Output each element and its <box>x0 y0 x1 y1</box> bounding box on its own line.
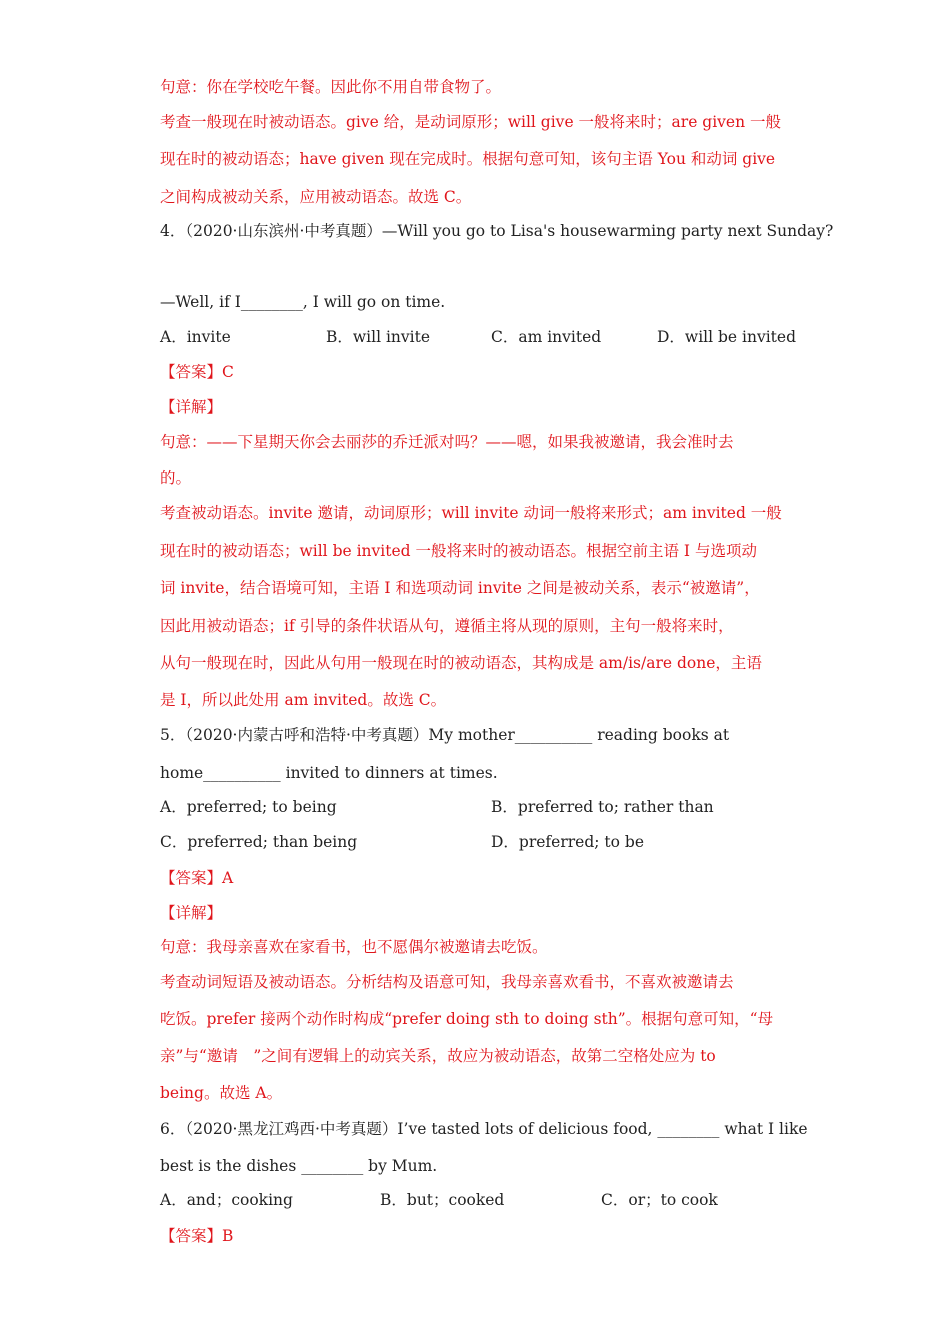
q4-detail-heading: 【详解】 <box>160 398 223 416</box>
q5-answer: 【答案】A <box>160 869 234 887</box>
q6-options <box>160 1189 800 1211</box>
q5-explanation-line: being。故选 A。 <box>160 1084 283 1102</box>
q4-reply: —Well, if I________, I will go on time. <box>160 293 446 311</box>
q3-explanation-line: 现在时的被动语态；have given 现在完成时。根据句意可知，该句主语 You 和动词 give <box>160 150 776 168</box>
q5-options-row-2 <box>160 831 800 853</box>
q4-explanation-line: 考查被动语态。invite 邀请，动词原形；will invite 动词一般将来形式；am invited 一般 <box>160 504 782 522</box>
q6-option-a: A．and；cooking <box>160 1191 293 1209</box>
q4-explanation-line: 现在时的被动语态；will be invited 一般将来时的被动语态。根据空前主语 I 与选项动 <box>160 542 757 560</box>
q6-option-b: B．but；cooked <box>380 1191 505 1209</box>
q4-answer: 【答案】C <box>160 363 234 381</box>
q6-answer: 【答案】B <box>160 1227 234 1245</box>
q5-options-row-1 <box>160 796 800 818</box>
q4-explanation-line: 因此用被动语态；if 引导的条件状语从句，遵循主将从现的原则，主句一般将来时， <box>160 617 734 635</box>
q5-option-c: C．preferred; than being <box>160 833 358 851</box>
q4-option-d: D．will be invited <box>657 328 796 346</box>
q4-explanation-line: 的。 <box>160 469 192 487</box>
q6-stem-continued: best is the dishes ________ by Mum. <box>160 1157 438 1175</box>
q3-explanation-meaning: 句意：你在学校吃午餐。因此你不用自带食物了。 <box>160 78 502 96</box>
q5-stem: 5．（2020·内蒙古呼和浩特·中考真题）My mother__________ reading books at <box>160 726 730 744</box>
q5-option-d: D．preferred; to be <box>491 833 644 851</box>
q5-detail-heading: 【详解】 <box>160 904 223 922</box>
q6-option-c: C．or；to cook <box>601 1191 718 1209</box>
q4-option-c: C．am invited <box>491 328 602 346</box>
q4-options <box>160 326 800 348</box>
q4-explanation-line: 句意：——下星期天你会去丽莎的乔迁派对吗？——嗯，如果我被邀请，我会准时去 <box>160 433 734 451</box>
q4-option-a: A．invite <box>160 328 231 346</box>
q5-explanation-line: 亲”与“邀请 ”之间有逻辑上的动宾关系，故应为被动语态，故第二空格处应为 to <box>160 1047 716 1065</box>
q5-option-b: B．preferred to; rather than <box>491 798 714 816</box>
q5-option-a: A．preferred; to being <box>160 798 337 816</box>
q4-stem: 4．（2020·山东滨州·中考真题）—Will you go to Lisa's housewarming party next Sunday? <box>160 222 834 240</box>
q4-explanation-line: 词 invite，结合语境可知，主语 I 和选项动词 invite 之间是被动关系，表示“被邀请”， <box>160 579 760 597</box>
q5-explanation-line: 句意：我母亲喜欢在家看书，也不愿偶尔被邀请去吃饭。 <box>160 938 548 956</box>
q4-explanation-line: 从句一般现在时，因此从句用一般现在时的被动语态，其构成是 am/is/are done，主语 <box>160 654 762 672</box>
q4-explanation-line: 是 I，所以此处用 am invited。故选 C。 <box>160 691 447 709</box>
q5-explanation-line: 考查动词短语及被动语态。分析结构及语意可知，我母亲喜欢看书，不喜欢被邀请去 <box>160 973 734 991</box>
q3-explanation-line: 考查一般现在时被动语态。give 给，是动词原形；will give 一般将来时；are given 一般 <box>160 113 782 131</box>
q4-option-b: B．will invite <box>326 328 431 346</box>
q5-stem-continued: home__________ invited to dinners at times. <box>160 764 498 782</box>
q5-explanation-line: 吃饭。prefer 接两个动作时构成“prefer doing sth to doing sth”。根据句意可知，“母 <box>160 1010 774 1028</box>
q3-explanation-line: 之间构成被动关系，应用被动语态。故选 C。 <box>160 188 472 206</box>
q6-stem: 6．（2020·黑龙江鸡西·中考真题）I’ve tasted lots of delicious food, ________ what I like <box>160 1120 808 1138</box>
